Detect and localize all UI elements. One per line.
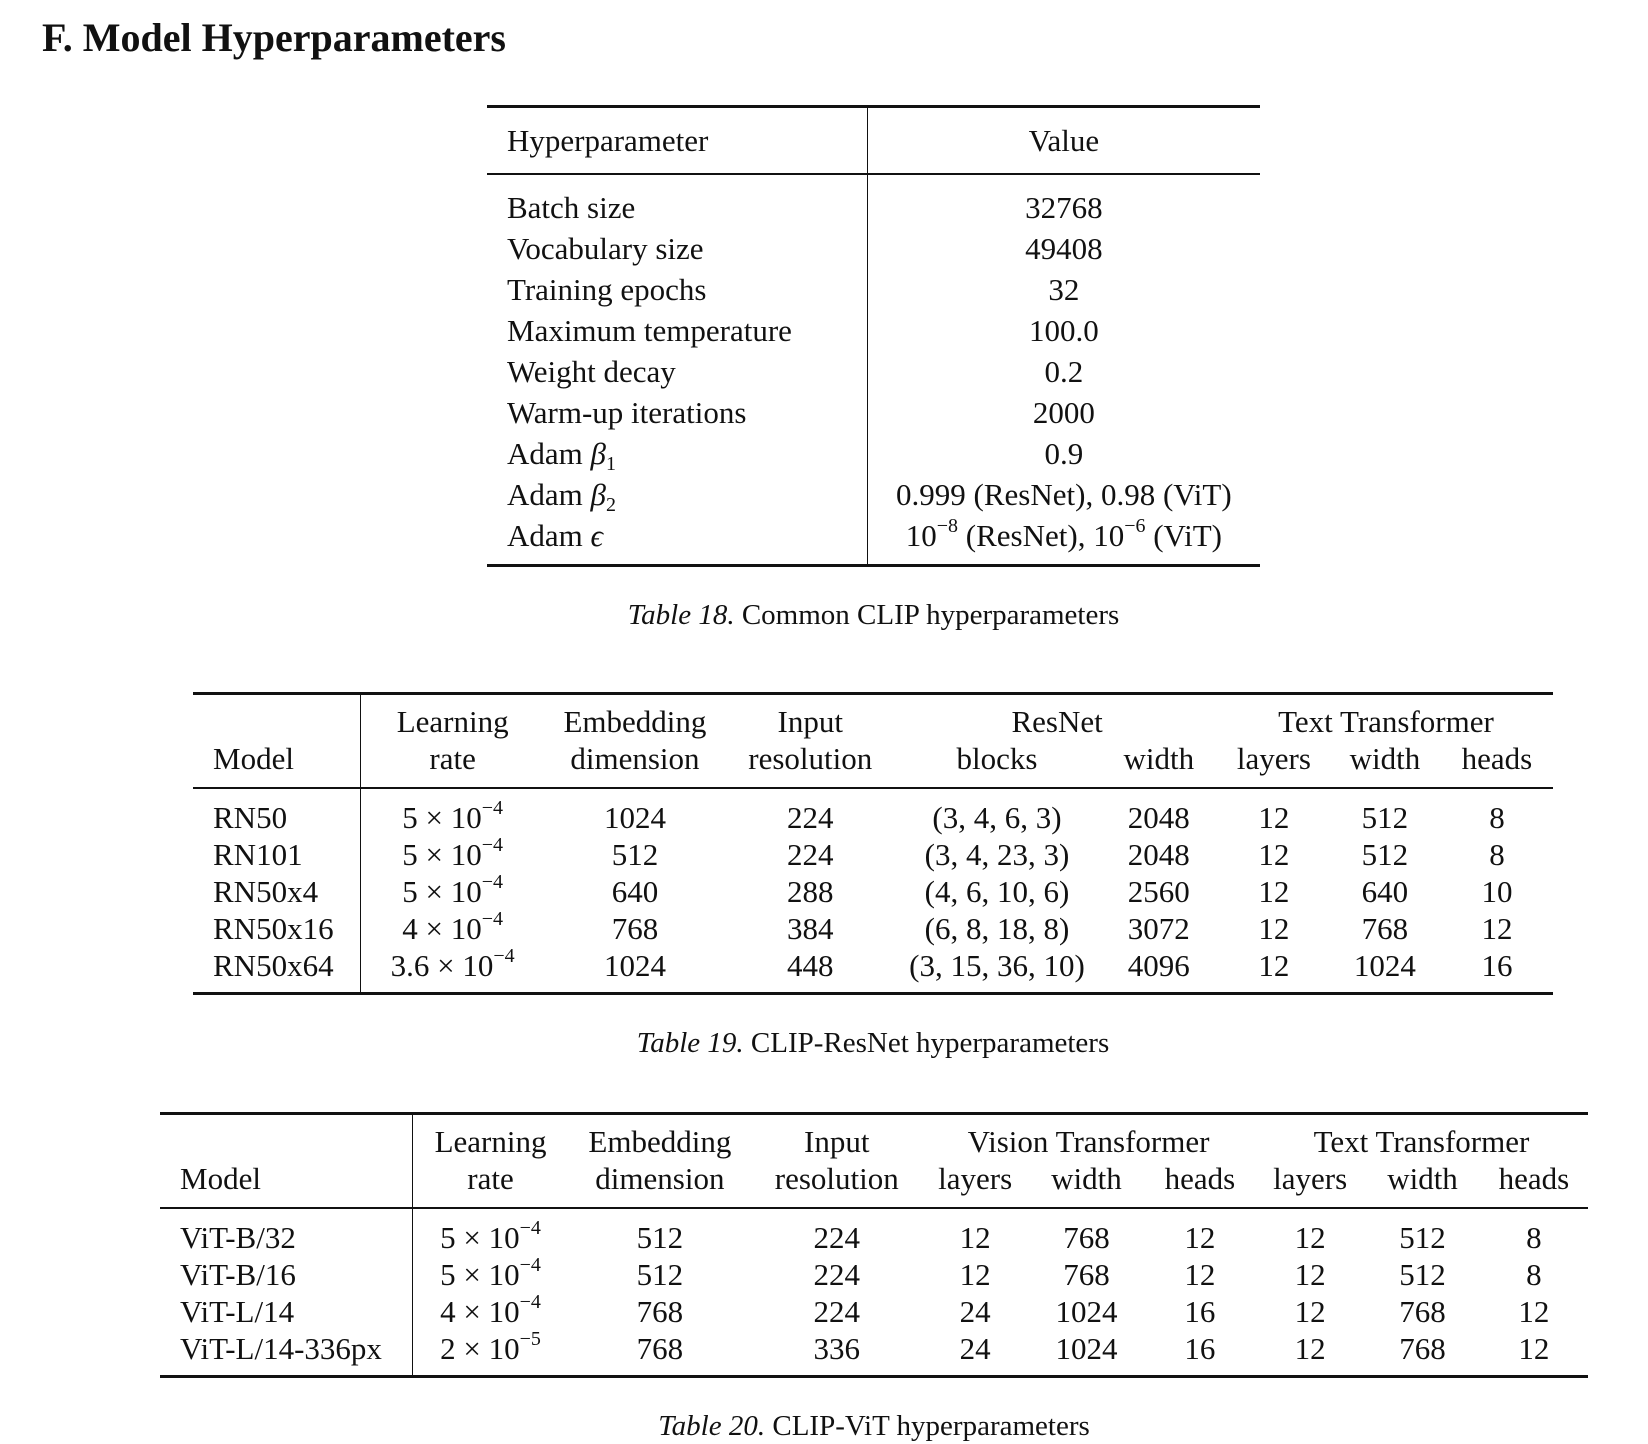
row-value: 32 xyxy=(1048,272,1080,307)
lr-exponent: −4 xyxy=(481,908,504,930)
text-heads: 16 xyxy=(1481,948,1513,983)
header-text-transformer-group: Text Transformer xyxy=(1278,704,1494,739)
header-text-width: width xyxy=(1365,1160,1479,1208)
header-heads: heads xyxy=(1441,740,1553,788)
model-name: RN101 xyxy=(193,836,360,873)
table-row xyxy=(487,351,1260,392)
lr-coefficient: 5 xyxy=(440,1220,456,1255)
row-name xyxy=(487,515,867,566)
lr-coefficient: 4 xyxy=(440,1294,456,1329)
table-row xyxy=(487,474,1260,515)
text-layers: 12 xyxy=(1294,1331,1326,1366)
text-layers: 12 xyxy=(1294,1220,1326,1255)
input-resolution: 384 xyxy=(787,911,834,946)
text-heads: 12 xyxy=(1518,1331,1550,1366)
lr-coefficient: 4 xyxy=(402,911,418,946)
lr-coefficient: 5 xyxy=(402,800,418,835)
row-value: 32768 xyxy=(1025,190,1103,225)
row-name-prefix: Adam xyxy=(507,477,591,512)
vision-heads: 16 xyxy=(1184,1294,1216,1329)
header-model-top xyxy=(193,694,360,741)
lr-coefficient: 3.6 xyxy=(390,948,430,983)
text-width: 1024 xyxy=(1353,948,1416,983)
lr-exponent: −4 xyxy=(481,797,504,819)
text-layers: 12 xyxy=(1294,1257,1326,1292)
table-row xyxy=(160,1256,1588,1293)
vision-width: 1024 xyxy=(1055,1331,1118,1366)
header-vision-heads: heads xyxy=(1145,1160,1255,1208)
lr-exponent: −4 xyxy=(493,945,515,967)
lr-base: 10 xyxy=(488,1220,520,1255)
text-layers: 12 xyxy=(1258,948,1290,983)
text-width: 512 xyxy=(1399,1220,1446,1255)
vision-layers: 24 xyxy=(959,1294,991,1329)
resnet-blocks: (4, 6, 10, 6) xyxy=(924,874,1070,909)
row-name: Training epochs xyxy=(487,269,867,310)
resnet-blocks: (6, 8, 18, 8) xyxy=(924,911,1070,946)
resnet-hyperparameters-table xyxy=(193,692,1553,995)
table-row xyxy=(487,228,1260,269)
embedding-dimension: 640 xyxy=(611,874,659,909)
learning-rate xyxy=(412,1208,568,1256)
lr-base: 10 xyxy=(450,874,482,909)
text-width: 768 xyxy=(1399,1294,1446,1329)
header-text-transformer-group: Text Transformer xyxy=(1313,1124,1530,1159)
embedding-dimension: 1024 xyxy=(603,800,666,835)
embedding-dimension: 768 xyxy=(611,911,659,946)
model-name: RN50x64 xyxy=(193,947,360,994)
header-lr-top: Learning xyxy=(396,704,509,739)
model-name: ViT-B/16 xyxy=(160,1256,412,1293)
embedding-dimension: 512 xyxy=(636,1220,684,1255)
vit-hyperparameters-table xyxy=(160,1112,1588,1378)
learning-rate xyxy=(412,1330,568,1377)
text-width: 512 xyxy=(1399,1257,1446,1292)
row-value: 0.9 xyxy=(1044,436,1084,471)
learning-rate xyxy=(412,1293,568,1330)
model-name: ViT-L/14-336px xyxy=(160,1330,412,1377)
row-name-prefix: Adam xyxy=(507,518,591,553)
text-heads: 8 xyxy=(1489,800,1505,835)
lr-base: 10 xyxy=(488,1257,520,1292)
lr-exponent: −4 xyxy=(481,834,504,856)
model-name: ViT-B/32 xyxy=(160,1208,412,1256)
table-row xyxy=(193,910,1553,947)
resnet-width: 2560 xyxy=(1127,874,1190,909)
resnet-width: 2048 xyxy=(1127,800,1190,835)
row-name: Batch size xyxy=(487,174,867,228)
lr-times: × xyxy=(417,911,451,946)
header-layers: layers xyxy=(1219,740,1329,788)
learning-rate xyxy=(360,873,545,910)
vision-layers: 24 xyxy=(959,1331,991,1366)
header-width: width xyxy=(1099,740,1219,788)
value-text: (ViT) xyxy=(1145,518,1222,553)
table-row xyxy=(487,174,1260,228)
lr-times: × xyxy=(417,874,451,909)
text-heads: 12 xyxy=(1518,1294,1550,1329)
resnet-width: 2048 xyxy=(1127,837,1190,872)
value-text: (ResNet), xyxy=(958,518,1094,553)
input-resolution: 224 xyxy=(787,837,834,872)
table-header-row xyxy=(193,694,1553,741)
resnet-blocks: (3, 4, 23, 3) xyxy=(924,837,1070,872)
caption-label: Table 20. xyxy=(658,1410,766,1442)
value-base: 10 xyxy=(1093,518,1125,553)
caption-text: CLIP-ViT hyperparameters xyxy=(765,1410,1090,1442)
lr-times: × xyxy=(455,1257,489,1292)
lr-times: × xyxy=(429,948,463,983)
lr-exponent: −4 xyxy=(519,1254,541,1276)
embedding-dimension: 1024 xyxy=(603,948,666,983)
header-text-layers: layers xyxy=(1255,1160,1365,1208)
common-hyperparameters-table xyxy=(487,105,1260,567)
header-emb: dimension xyxy=(568,1160,751,1208)
lr-base: 10 xyxy=(488,1294,520,1329)
resnet-width: 3072 xyxy=(1127,911,1190,946)
learning-rate xyxy=(412,1256,568,1293)
text-width: 640 xyxy=(1361,874,1409,909)
row-value xyxy=(867,515,1260,566)
learning-rate xyxy=(360,947,545,994)
text-heads: 12 xyxy=(1481,911,1513,946)
embedding-dimension: 768 xyxy=(636,1294,684,1329)
value-exponent: −8 xyxy=(936,515,959,537)
section-title: F. Model Hyperparameters xyxy=(42,15,506,60)
header-input: resolution xyxy=(725,740,895,788)
header-hyperparameter: Hyperparameter xyxy=(487,107,867,175)
embedding-dimension: 512 xyxy=(636,1257,684,1292)
table-header-row xyxy=(487,107,1260,175)
table-header-row xyxy=(160,1114,1588,1161)
header-vision-layers: layers xyxy=(922,1160,1028,1208)
row-value: 0.2 xyxy=(1044,354,1084,389)
row-name: Warm-up iterations xyxy=(487,392,867,433)
value-exponent: −6 xyxy=(1124,515,1146,537)
beta-symbol: β xyxy=(590,436,606,471)
header-model: Model xyxy=(193,740,360,788)
lr-coefficient: 5 xyxy=(402,837,418,872)
header-text-width: width xyxy=(1329,740,1441,788)
lr-coefficient: 5 xyxy=(440,1257,456,1292)
table-row xyxy=(487,310,1260,351)
lr-base: 10 xyxy=(488,1331,520,1366)
lr-exponent: −5 xyxy=(519,1328,541,1350)
table-row xyxy=(193,947,1553,994)
table-header-row xyxy=(160,1160,1588,1208)
lr-times: × xyxy=(417,800,451,835)
vision-layers: 12 xyxy=(959,1220,991,1255)
table-row xyxy=(160,1208,1588,1256)
lr-base: 10 xyxy=(450,837,482,872)
row-name: Vocabulary size xyxy=(487,228,867,269)
lr-coefficient: 2 xyxy=(440,1331,456,1366)
learning-rate xyxy=(360,836,545,873)
row-value: 2000 xyxy=(1032,395,1095,430)
row-value: 0.999 (ResNet), 0.98 (ViT) xyxy=(896,477,1232,512)
lr-exponent: −4 xyxy=(481,871,504,893)
header-lr: rate xyxy=(412,1160,568,1208)
table-row xyxy=(193,788,1553,836)
lr-coefficient: 5 xyxy=(402,874,418,909)
text-layers: 12 xyxy=(1258,874,1290,909)
input-resolution: 288 xyxy=(787,874,834,909)
header-model: Model xyxy=(160,1160,412,1208)
vision-layers: 12 xyxy=(959,1257,991,1292)
table-row xyxy=(487,433,1260,474)
header-vision-transformer-group: Vision Transformer xyxy=(967,1124,1210,1159)
row-name xyxy=(487,433,867,474)
lr-base: 10 xyxy=(462,948,494,983)
row-name: Maximum temperature xyxy=(487,310,867,351)
table-row xyxy=(160,1293,1588,1330)
caption-label: Table 19. xyxy=(636,1027,744,1059)
input-resolution: 224 xyxy=(787,800,834,835)
text-width: 768 xyxy=(1361,911,1409,946)
header-input-top: Input xyxy=(804,1124,870,1159)
row-name xyxy=(487,474,867,515)
table-row xyxy=(487,392,1260,433)
header-blocks: blocks xyxy=(895,740,1098,788)
text-width: 512 xyxy=(1361,837,1409,872)
beta-symbol: β xyxy=(590,477,606,512)
text-heads: 8 xyxy=(1489,837,1505,872)
vision-width: 768 xyxy=(1063,1220,1110,1255)
row-value: 49408 xyxy=(1025,231,1103,266)
vision-width: 768 xyxy=(1063,1257,1110,1292)
model-name: RN50x16 xyxy=(193,910,360,947)
header-vision-width: width xyxy=(1028,1160,1145,1208)
text-width: 512 xyxy=(1361,800,1409,835)
lr-exponent: −4 xyxy=(519,1291,541,1313)
vision-heads: 16 xyxy=(1184,1331,1216,1366)
lr-times: × xyxy=(417,837,451,872)
input-resolution: 224 xyxy=(813,1257,860,1292)
header-emb-top: Embedding xyxy=(563,704,707,739)
table-18-block xyxy=(487,105,1260,633)
table-19-block xyxy=(193,692,1553,1061)
input-resolution: 448 xyxy=(787,948,834,983)
lr-exponent: −4 xyxy=(519,1217,541,1239)
header-model-top xyxy=(160,1114,412,1161)
text-heads: 8 xyxy=(1526,1220,1542,1255)
lr-base: 10 xyxy=(450,911,482,946)
table-row xyxy=(193,836,1553,873)
lr-base: 10 xyxy=(450,800,482,835)
lr-times: × xyxy=(455,1331,489,1366)
header-lr-top: Learning xyxy=(434,1124,547,1159)
model-name: RN50 xyxy=(193,788,360,836)
table-caption xyxy=(487,597,1260,633)
text-heads: 8 xyxy=(1526,1257,1542,1292)
header-lr: rate xyxy=(360,740,545,788)
input-resolution: 224 xyxy=(813,1220,860,1255)
header-text-heads: heads xyxy=(1480,1160,1588,1208)
text-heads: 10 xyxy=(1481,874,1513,909)
text-layers: 12 xyxy=(1258,911,1290,946)
text-layers: 12 xyxy=(1258,800,1290,835)
header-emb: dimension xyxy=(545,740,725,788)
embedding-dimension: 512 xyxy=(611,837,659,872)
model-name: RN50x4 xyxy=(193,873,360,910)
text-layers: 12 xyxy=(1294,1294,1326,1329)
header-resnet-group: ResNet xyxy=(1011,704,1103,739)
table-row xyxy=(160,1330,1588,1377)
vision-width: 1024 xyxy=(1055,1294,1118,1329)
table-20-block xyxy=(160,1112,1588,1444)
vision-heads: 12 xyxy=(1184,1257,1216,1292)
text-width: 768 xyxy=(1399,1331,1446,1366)
beta-subscript: 1 xyxy=(605,453,616,475)
model-name: ViT-L/14 xyxy=(160,1293,412,1330)
learning-rate xyxy=(360,910,545,947)
header-input-top: Input xyxy=(777,704,843,739)
learning-rate xyxy=(360,788,545,836)
lr-times: × xyxy=(455,1294,489,1329)
header-value: Value xyxy=(867,107,1260,175)
table-row xyxy=(487,515,1260,566)
table-caption xyxy=(160,1408,1588,1444)
table-row xyxy=(193,873,1553,910)
header-input: resolution xyxy=(751,1160,922,1208)
resnet-blocks: (3, 4, 6, 3) xyxy=(932,800,1062,835)
input-resolution: 336 xyxy=(813,1331,860,1366)
value-base: 10 xyxy=(905,518,937,553)
table-caption xyxy=(193,1025,1553,1061)
beta-subscript: 2 xyxy=(605,494,616,516)
embedding-dimension: 768 xyxy=(636,1331,684,1366)
caption-label: Table 18. xyxy=(627,599,735,631)
input-resolution: 224 xyxy=(813,1294,860,1329)
caption-text: Common CLIP hyperparameters xyxy=(734,599,1120,631)
table-header-row xyxy=(193,740,1553,788)
resnet-width: 4096 xyxy=(1127,948,1190,983)
vision-heads: 12 xyxy=(1184,1220,1216,1255)
row-name-prefix: Adam xyxy=(507,436,591,471)
text-layers: 12 xyxy=(1258,837,1290,872)
header-emb-top: Embedding xyxy=(588,1124,732,1159)
table-row xyxy=(487,269,1260,310)
caption-text: CLIP-ResNet hyperparameters xyxy=(743,1027,1110,1059)
lr-times: × xyxy=(455,1220,489,1255)
row-name: Weight decay xyxy=(487,351,867,392)
row-value: 100.0 xyxy=(1028,313,1099,348)
epsilon-symbol: ϵ xyxy=(590,518,604,553)
resnet-blocks: (3, 15, 36, 10) xyxy=(909,948,1085,983)
